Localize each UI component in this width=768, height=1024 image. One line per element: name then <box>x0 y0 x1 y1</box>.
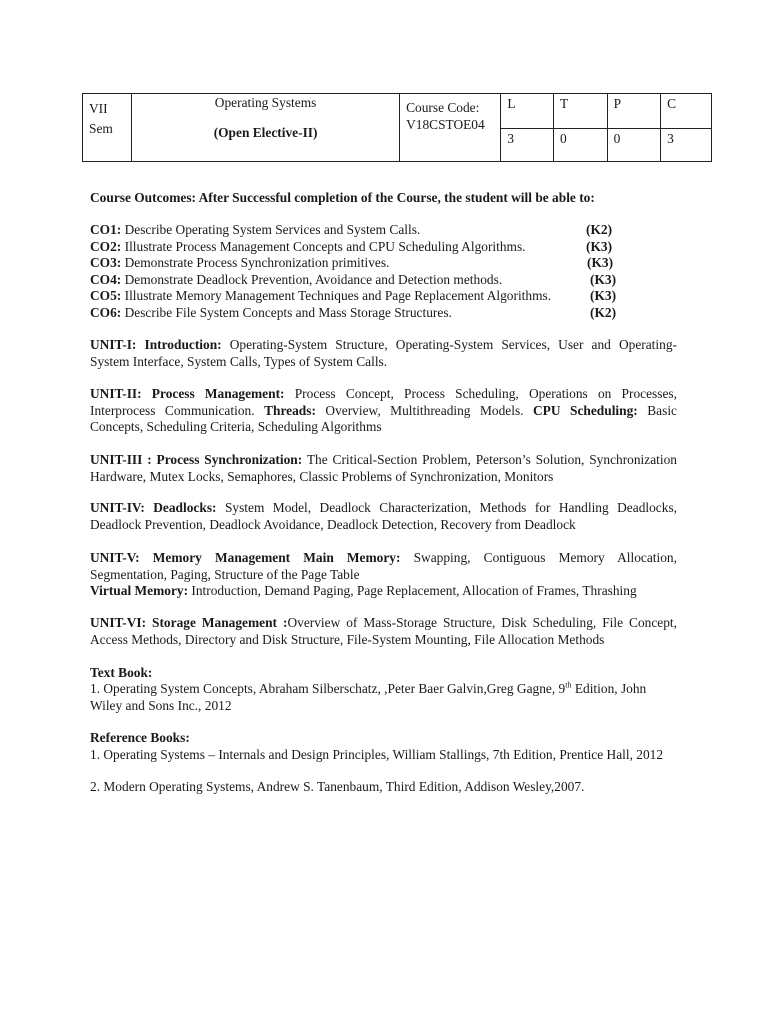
ltpc-value-t: 0 <box>554 129 608 162</box>
unit-3-title: UNIT-III : Process Synchronization: <box>90 452 303 467</box>
text-book-edition-sup: th <box>565 680 572 690</box>
unit-2-cpu-text: Basic Concepts, Scheduling Criteria, Scheduling Algorithms <box>90 402 677 434</box>
unit-6-text: Overview of Mass-Storage Structure, Disk Scheduling, File Concept, Access Methods, Directory and Disk Structure, File-System Mounting, File Allocation Methods <box>90 615 678 647</box>
outcome-code: CO1: <box>90 222 122 237</box>
outcome-text: Illustrate Process Management Concepts and CPU Scheduling Algorithms. <box>124 238 526 254</box>
outcome-level: (K3) <box>587 255 614 270</box>
unit-6-title: UNIT-VI: Storage Management : <box>90 615 288 630</box>
ltpc-value-c: 3 <box>661 129 712 162</box>
outcome-text: Illustrate Memory Management Techniques and Page Replacement Algorithms. <box>124 288 552 303</box>
course-type: (Open Elective-II) <box>213 125 318 140</box>
course-header-table <box>82 93 712 162</box>
outcome-level: (K2) <box>590 304 617 320</box>
course-code-cell <box>400 94 501 162</box>
text-book-entry-rest: Edition, John Wiley and Sons Inc., 2012 <box>90 681 647 713</box>
outcome-text: Describe Operating System Services and System Calls. <box>124 222 421 237</box>
unit-5-paragraph <box>90 550 677 583</box>
unit-2-cpu-label: CPU Scheduling: <box>533 402 638 418</box>
unit-3-paragraph <box>90 452 677 485</box>
unit-4-title: UNIT-IV: Deadlocks: <box>90 500 217 515</box>
outcome-text: Describe File System Concepts and Mass Storage Structures. <box>124 304 452 320</box>
unit-2-title: UNIT-II: Process Management: <box>90 386 285 401</box>
outcome-code: CO2: <box>90 238 122 254</box>
outcome-code: CO5: <box>90 288 122 303</box>
outcome-item <box>90 255 677 272</box>
outcome-item <box>90 272 677 289</box>
unit-5-text: Swapping, Contiguous Memory Allocation, Segmentation, Paging, Structure of the Page Table <box>90 550 677 582</box>
outcome-code: CO6: <box>90 304 122 320</box>
ltpc-value-p: 0 <box>607 129 661 162</box>
course-outcomes-list <box>90 222 677 321</box>
outcome-code: CO3: <box>90 255 122 270</box>
course-code: V18CSTOE04 <box>406 117 485 132</box>
unit-5-vm-text: Introduction, Demand Paging, Page Replacement, Allocation of Frames, Thrashing <box>191 583 637 598</box>
unit-2-text: Process Concept, Process Scheduling, Operations on Processes, Interprocess Communication. <box>90 386 677 418</box>
unit-5-virtual-memory-line <box>90 583 677 600</box>
unit-1-title: UNIT-I: Introduction: <box>90 337 222 352</box>
outcome-level: (K3) <box>586 238 613 254</box>
unit-1-text: Operating-System Structure, Operating-System Services, User and Operating-System Interface, System Calls, Types of System Calls. <box>90 337 677 369</box>
reference-book-entry: 2. Modern Operating Systems, Andrew S. Tanenbaum, Third Edition, Addison Wesley,2007. <box>90 779 585 794</box>
outcome-item <box>90 288 677 305</box>
course-code-label: Course Code: <box>406 100 480 115</box>
unit-2-threads-text: Overview, Multithreading Models. <box>325 402 524 418</box>
outcome-level: (K2) <box>586 222 613 237</box>
outcome-level: (K3) <box>590 271 617 287</box>
unit-5-title: UNIT-V: Memory Management Main Memory: <box>90 550 401 565</box>
reference-book-entry: 1. Operating Systems – Internals and Design Principles, William Stallings, 7th Edition, Prentice Hall, 2012 <box>90 747 664 762</box>
outcome-item <box>90 222 677 239</box>
unit-6-paragraph <box>90 615 677 648</box>
outcome-item <box>90 239 677 256</box>
unit-4-paragraph <box>90 500 677 533</box>
outcomes-intro: Course Outcomes: After Successful completion of the Course, the student will be able to: <box>90 190 595 205</box>
unit-2-paragraph <box>90 386 677 436</box>
unit-3-text: The Critical-Section Problem, Peterson’s Solution, Synchronization Hardware, Mutex Locks, Semaphores, Classic Problems of Synchronization, Monitors <box>90 452 677 484</box>
reference-books-heading: Reference Books: <box>90 730 190 745</box>
text-book-entry-main: 1. Operating System Concepts, Abraham Silberschatz, ,Peter Baer Galvin,Greg Gagne, 9 <box>90 681 566 696</box>
ltpc-value-l: 3 <box>501 129 554 162</box>
ltpc-header-t: T <box>554 94 608 129</box>
outcome-item <box>90 305 677 322</box>
outcome-level: (K3) <box>590 288 617 303</box>
unit-1-paragraph <box>90 337 677 370</box>
text-book-heading: Text Book: <box>90 665 153 680</box>
unit-4-text: System Model, Deadlock Characterization, Methods for Handling Deadlocks, Deadlock Prevention, Deadlock Avoidance, Deadlock Detection, Recovery from Deadlock <box>90 500 677 532</box>
ltpc-header-c: C <box>661 94 712 129</box>
outcome-code: CO4: <box>90 271 122 287</box>
outcome-text: Demonstrate Deadlock Prevention, Avoidance and Detection methods. <box>124 271 503 287</box>
semester-label: Sem <box>89 121 113 136</box>
outcome-text: Demonstrate Process Synchronization primitives. <box>124 255 390 270</box>
semester-number: VII <box>89 101 108 116</box>
ltpc-header-p: P <box>607 94 661 129</box>
course-name: Operating Systems <box>214 95 317 110</box>
course-name-cell <box>132 94 400 162</box>
unit-2-threads-label: Threads: <box>264 402 316 418</box>
ltpc-header-l: L <box>501 94 554 129</box>
text-book-entry <box>90 681 677 714</box>
unit-5-vm-label: Virtual Memory: <box>90 583 189 598</box>
semester-cell <box>83 94 132 162</box>
